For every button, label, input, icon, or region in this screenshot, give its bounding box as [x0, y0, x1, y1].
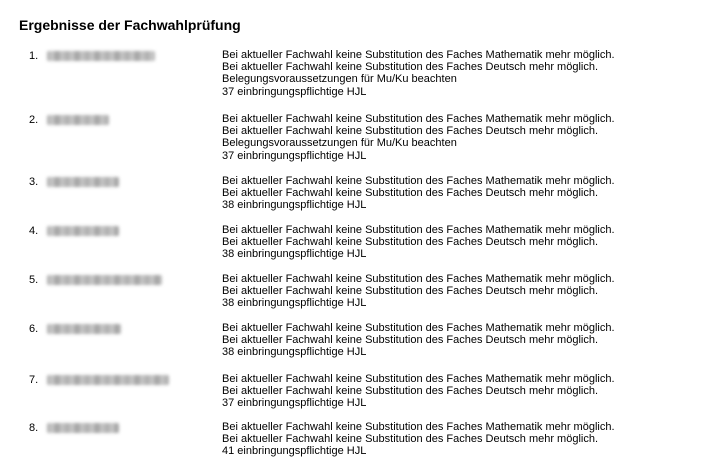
entry-messages: [222, 373, 615, 410]
entry-number: 5.: [29, 274, 39, 286]
entry-messages: [222, 113, 615, 162]
entry-number: 3.: [29, 176, 39, 188]
student-name-redacted: [47, 324, 121, 334]
message-line: 37 einbringungspflichtige HJL: [222, 149, 367, 162]
message-line: Bei aktueller Fachwahl keine Substitution des Faches Deutsch mehr möglich.: [222, 187, 599, 200]
message-line: Belegungsvoraussetzungen für Mu/Ku beachten: [222, 137, 457, 150]
message-line: Bei aktueller Fachwahl keine Substitution des Faches Mathematik mehr möglich.: [222, 113, 615, 125]
student-name-redacted: [47, 177, 119, 187]
message-line: Bei aktueller Fachwahl keine Substitution des Faches Mathematik mehr möglich.: [222, 373, 615, 385]
entry-messages: [222, 322, 615, 359]
message-line: Bei aktueller Fachwahl keine Substitution des Faches Deutsch mehr möglich.: [222, 61, 599, 74]
entry-messages: [222, 49, 615, 98]
message-line: 41 einbringungspflichtige HJL: [222, 445, 367, 458]
entry-messages: [222, 421, 615, 458]
student-name-redacted: [47, 115, 109, 125]
message-line: Bei aktueller Fachwahl keine Substitution des Faches Mathematik mehr möglich.: [222, 224, 615, 236]
student-name-redacted: [47, 375, 169, 385]
message-line: Bei aktueller Fachwahl keine Substitution des Faches Deutsch mehr möglich.: [222, 125, 599, 138]
entry-number: 1.: [29, 50, 39, 62]
page-title: Ergebnisse der Fachwahlprüfung: [19, 17, 241, 33]
message-line: 38 einbringungspflichtige HJL: [222, 248, 367, 261]
message-line: Bei aktueller Fachwahl keine Substitution des Faches Deutsch mehr möglich.: [222, 236, 599, 249]
message-line: Bei aktueller Fachwahl keine Substitution des Faches Mathematik mehr möglich.: [222, 322, 615, 334]
message-line: Belegungsvoraussetzungen für Mu/Ku beachten: [222, 73, 457, 86]
entry-number: 7.: [29, 374, 39, 386]
entry-number: 8.: [29, 422, 39, 434]
message-line: Bei aktueller Fachwahl keine Substitution des Faches Deutsch mehr möglich.: [222, 385, 599, 398]
message-line: Bei aktueller Fachwahl keine Substitution des Faches Mathematik mehr möglich.: [222, 175, 615, 187]
message-line: 37 einbringungspflichtige HJL: [222, 85, 367, 98]
message-line: Bei aktueller Fachwahl keine Substitution des Faches Deutsch mehr möglich.: [222, 285, 599, 298]
message-line: 38 einbringungspflichtige HJL: [222, 346, 367, 359]
entry-number: 6.: [29, 323, 39, 335]
student-name-redacted: [47, 423, 119, 433]
message-line: Bei aktueller Fachwahl keine Substitution des Faches Mathematik mehr möglich.: [222, 273, 615, 285]
entry-messages: [222, 273, 615, 310]
student-name-redacted: [47, 275, 162, 285]
message-line: 38 einbringungspflichtige HJL: [222, 199, 367, 212]
message-line: Bei aktueller Fachwahl keine Substitution des Faches Mathematik mehr möglich.: [222, 421, 615, 433]
message-line: Bei aktueller Fachwahl keine Substitution des Faches Deutsch mehr möglich.: [222, 334, 599, 347]
entry-messages: [222, 224, 615, 261]
message-line: 37 einbringungspflichtige HJL: [222, 397, 367, 410]
message-line: 38 einbringungspflichtige HJL: [222, 297, 367, 310]
message-line: Bei aktueller Fachwahl keine Substitution des Faches Deutsch mehr möglich.: [222, 433, 599, 446]
entry-number: 4.: [29, 225, 39, 237]
entry-messages: [222, 175, 615, 212]
student-name-redacted: [47, 51, 155, 61]
entry-number: 2.: [29, 114, 39, 126]
message-line: Bei aktueller Fachwahl keine Substitution des Faches Mathematik mehr möglich.: [222, 49, 615, 61]
student-name-redacted: [47, 226, 119, 236]
